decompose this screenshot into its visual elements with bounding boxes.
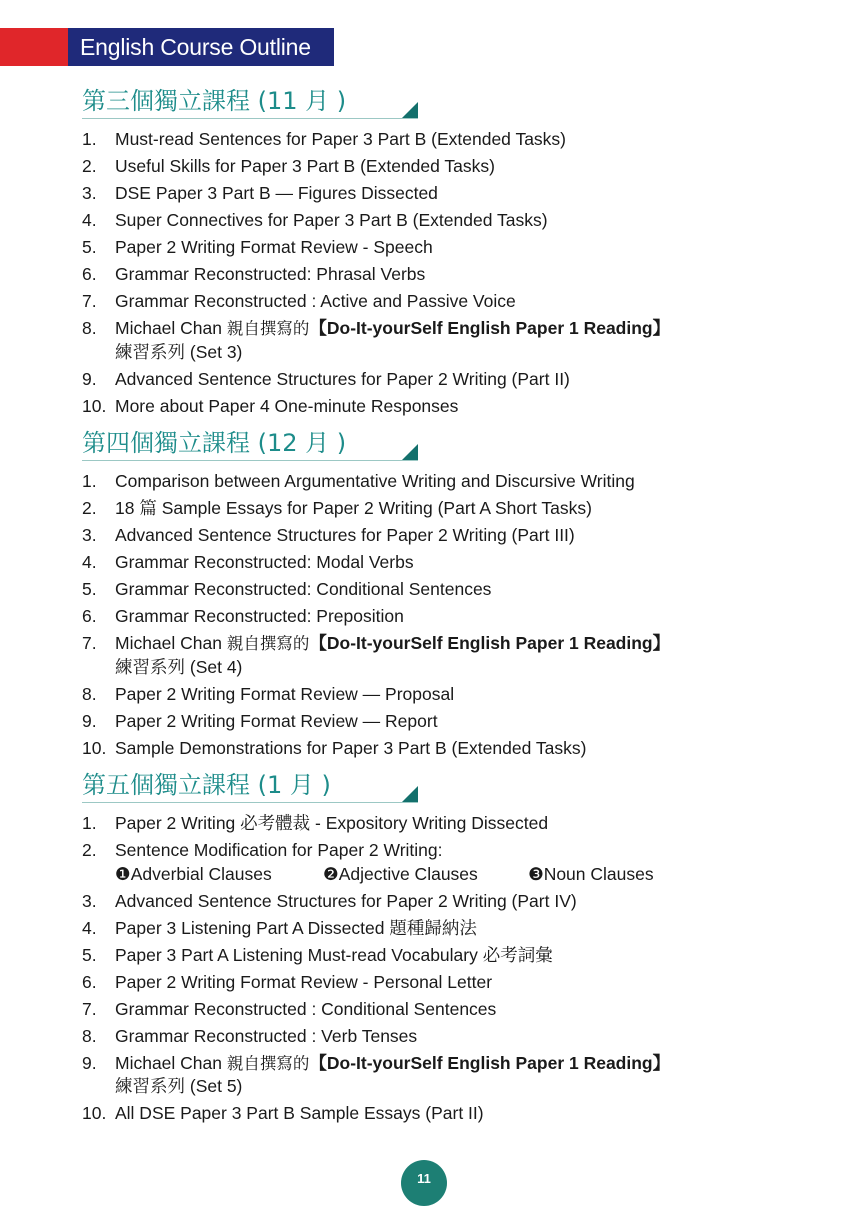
section-corner-triangle-icon	[402, 444, 418, 460]
item-book-title: 【Do-It-yourSelf English Paper 1 Reading】	[309, 633, 671, 653]
section-item-list	[82, 470, 762, 764]
item-number: 9.	[82, 1052, 97, 1073]
section-corner-triangle-icon	[402, 786, 418, 802]
item-text: Paper 2 Writing Format Review - Personal Letter	[115, 971, 493, 992]
item-author: Michael Chan	[115, 1052, 227, 1073]
item-text: Paper 2 Writing Format Review — Proposal	[115, 683, 455, 704]
section-corner-triangle-icon	[402, 102, 418, 118]
item-number: 7.	[82, 291, 97, 311]
item-number: 9.	[82, 368, 97, 389]
item-number: 2.	[82, 498, 97, 518]
item-series-label: 練習系列 (Set 4)	[115, 656, 243, 677]
list-item	[82, 182, 762, 206]
item-author: Michael Chan	[115, 633, 227, 653]
page-header-title: English Course Outline	[68, 28, 334, 66]
list-item	[82, 497, 762, 521]
item-number: 1.	[82, 471, 97, 491]
list-item	[82, 290, 762, 314]
list-item	[82, 395, 762, 419]
list-item	[82, 578, 762, 602]
item-number: 2.	[82, 840, 97, 860]
item-text: Sentence Modification for Paper 2 Writing:	[115, 840, 443, 860]
item-cjk-text: 親自撰寫的	[226, 319, 310, 338]
list-item	[82, 155, 762, 179]
item-number: 7.	[82, 633, 97, 653]
item-number: 3.	[82, 183, 97, 203]
list-item	[82, 917, 762, 941]
list-item	[82, 209, 762, 233]
list-item	[82, 236, 762, 260]
item-number: 10.	[82, 737, 107, 758]
item-number: 4.	[82, 552, 97, 572]
list-item	[82, 1102, 762, 1126]
list-item	[82, 944, 762, 968]
item-number: 6.	[82, 971, 97, 992]
item-text: Grammar Reconstructed : Active and Passive Voice	[115, 291, 516, 311]
item-number: 6.	[82, 606, 97, 626]
section-divider	[82, 460, 418, 461]
clause-list	[115, 863, 762, 887]
list-item	[82, 1052, 762, 1099]
item-text: Comparison between Argumentative Writing and Discursive Writing	[115, 471, 635, 491]
item-number: 10.	[82, 395, 107, 416]
clause-item: ❸Noun Clauses	[528, 863, 654, 884]
section-item-list	[82, 128, 762, 422]
item-number: 9.	[82, 710, 97, 731]
item-text: Grammar Reconstructed: Modal Verbs	[115, 552, 414, 572]
list-item	[82, 839, 762, 886]
item-number: 4.	[82, 210, 97, 230]
item-number: 3.	[82, 525, 97, 545]
item-book-title: 【Do-It-yourSelf English Paper 1 Reading】	[309, 1052, 671, 1073]
clause-item: ❷Adjective Clauses	[323, 863, 478, 884]
list-item	[82, 971, 762, 995]
section-item-list	[82, 812, 762, 1129]
list-item	[82, 683, 762, 707]
item-number: 5.	[82, 944, 97, 965]
item-text: Paper 3 Part A Listening Must-read Vocabulary 必考詞彙	[115, 944, 553, 965]
section-divider	[82, 802, 418, 803]
item-series-label: 練習系列 (Set 3)	[115, 341, 243, 362]
item-number: 8.	[82, 318, 97, 338]
list-item	[82, 998, 762, 1022]
item-text: DSE Paper 3 Part B — Figures Dissected	[115, 183, 438, 203]
page-number: 11	[401, 1160, 447, 1206]
section-title: 第五個獨立課程 (1 月 )	[82, 771, 331, 799]
item-number: 4.	[82, 917, 97, 938]
list-item	[82, 263, 762, 287]
header-red-bar	[0, 28, 68, 66]
item-number: 8.	[82, 683, 97, 704]
section-divider	[82, 118, 418, 119]
item-cjk-text: 親自撰寫的	[226, 1053, 310, 1073]
list-item	[82, 128, 762, 152]
item-text: Grammar Reconstructed: Phrasal Verbs	[115, 264, 426, 284]
section-title: 第四個獨立課程 (12 月 )	[82, 429, 347, 457]
list-item	[82, 812, 762, 836]
list-item	[82, 890, 762, 914]
item-text: Sample Demonstrations for Paper 3 Part B (Extended Tasks)	[115, 737, 587, 758]
item-text: Grammar Reconstructed: Preposition	[115, 606, 404, 626]
item-text: More about Paper 4 One-minute Responses	[115, 395, 459, 416]
item-number: 5.	[82, 579, 97, 599]
item-number: 7.	[82, 998, 97, 1019]
list-item	[82, 470, 762, 494]
item-number: 10.	[82, 1103, 107, 1123]
list-item	[82, 368, 762, 392]
item-number: 5.	[82, 237, 97, 257]
item-number: 8.	[82, 1025, 97, 1046]
item-series-label: 練習系列 (Set 5)	[115, 1076, 243, 1096]
list-item	[82, 317, 762, 364]
item-author: Michael Chan	[115, 318, 227, 338]
list-item	[82, 524, 762, 548]
item-text: Paper 2 Writing Format Review - Speech	[115, 237, 433, 257]
item-number: 6.	[82, 264, 97, 284]
list-item	[82, 1025, 762, 1049]
list-item	[82, 737, 762, 761]
item-number: 2.	[82, 156, 97, 176]
item-cjk-text: 親自撰寫的	[226, 634, 310, 653]
item-text: 18 篇 Sample Essays for Paper 2 Writing (Part A Short Tasks)	[115, 498, 592, 518]
item-number: 1.	[82, 813, 97, 833]
section-title: 第三個獨立課程 (11 月 )	[82, 87, 347, 115]
item-number: 1.	[82, 129, 97, 149]
item-text: Must-read Sentences for Paper 3 Part B (Extended Tasks)	[115, 129, 567, 149]
item-text: All DSE Paper 3 Part B Sample Essays (Part II)	[115, 1103, 484, 1123]
item-book-title: 【Do-It-yourSelf English Paper 1 Reading】	[309, 318, 671, 338]
item-text: Grammar Reconstructed : Conditional Sentences	[115, 998, 497, 1019]
item-text: Super Connectives for Paper 3 Part B (Extended Tasks)	[115, 210, 548, 230]
item-text: Useful Skills for Paper 3 Part B (Extended Tasks)	[115, 156, 495, 176]
item-text: Paper 2 Writing 必考體裁 - Expository Writing Dissected	[115, 813, 549, 833]
item-text: Grammar Reconstructed: Conditional Sentences	[115, 579, 492, 599]
item-text: Paper 3 Listening Part A Dissected 題種歸納法	[115, 917, 477, 938]
list-item	[82, 710, 762, 734]
list-item	[82, 605, 762, 629]
item-text: Paper 2 Writing Format Review — Report	[115, 710, 438, 731]
clause-item: ❶Adverbial Clauses	[115, 863, 272, 884]
item-text: Advanced Sentence Structures for Paper 2 Writing (Part II)	[115, 368, 570, 389]
item-text: Advanced Sentence Structures for Paper 2 Writing (Part III)	[115, 525, 575, 545]
item-text: Advanced Sentence Structures for Paper 2 Writing (Part IV)	[115, 890, 577, 911]
list-item	[82, 632, 762, 679]
item-number: 3.	[82, 890, 97, 911]
item-text: Grammar Reconstructed : Verb Tenses	[115, 1025, 418, 1046]
list-item	[82, 551, 762, 575]
